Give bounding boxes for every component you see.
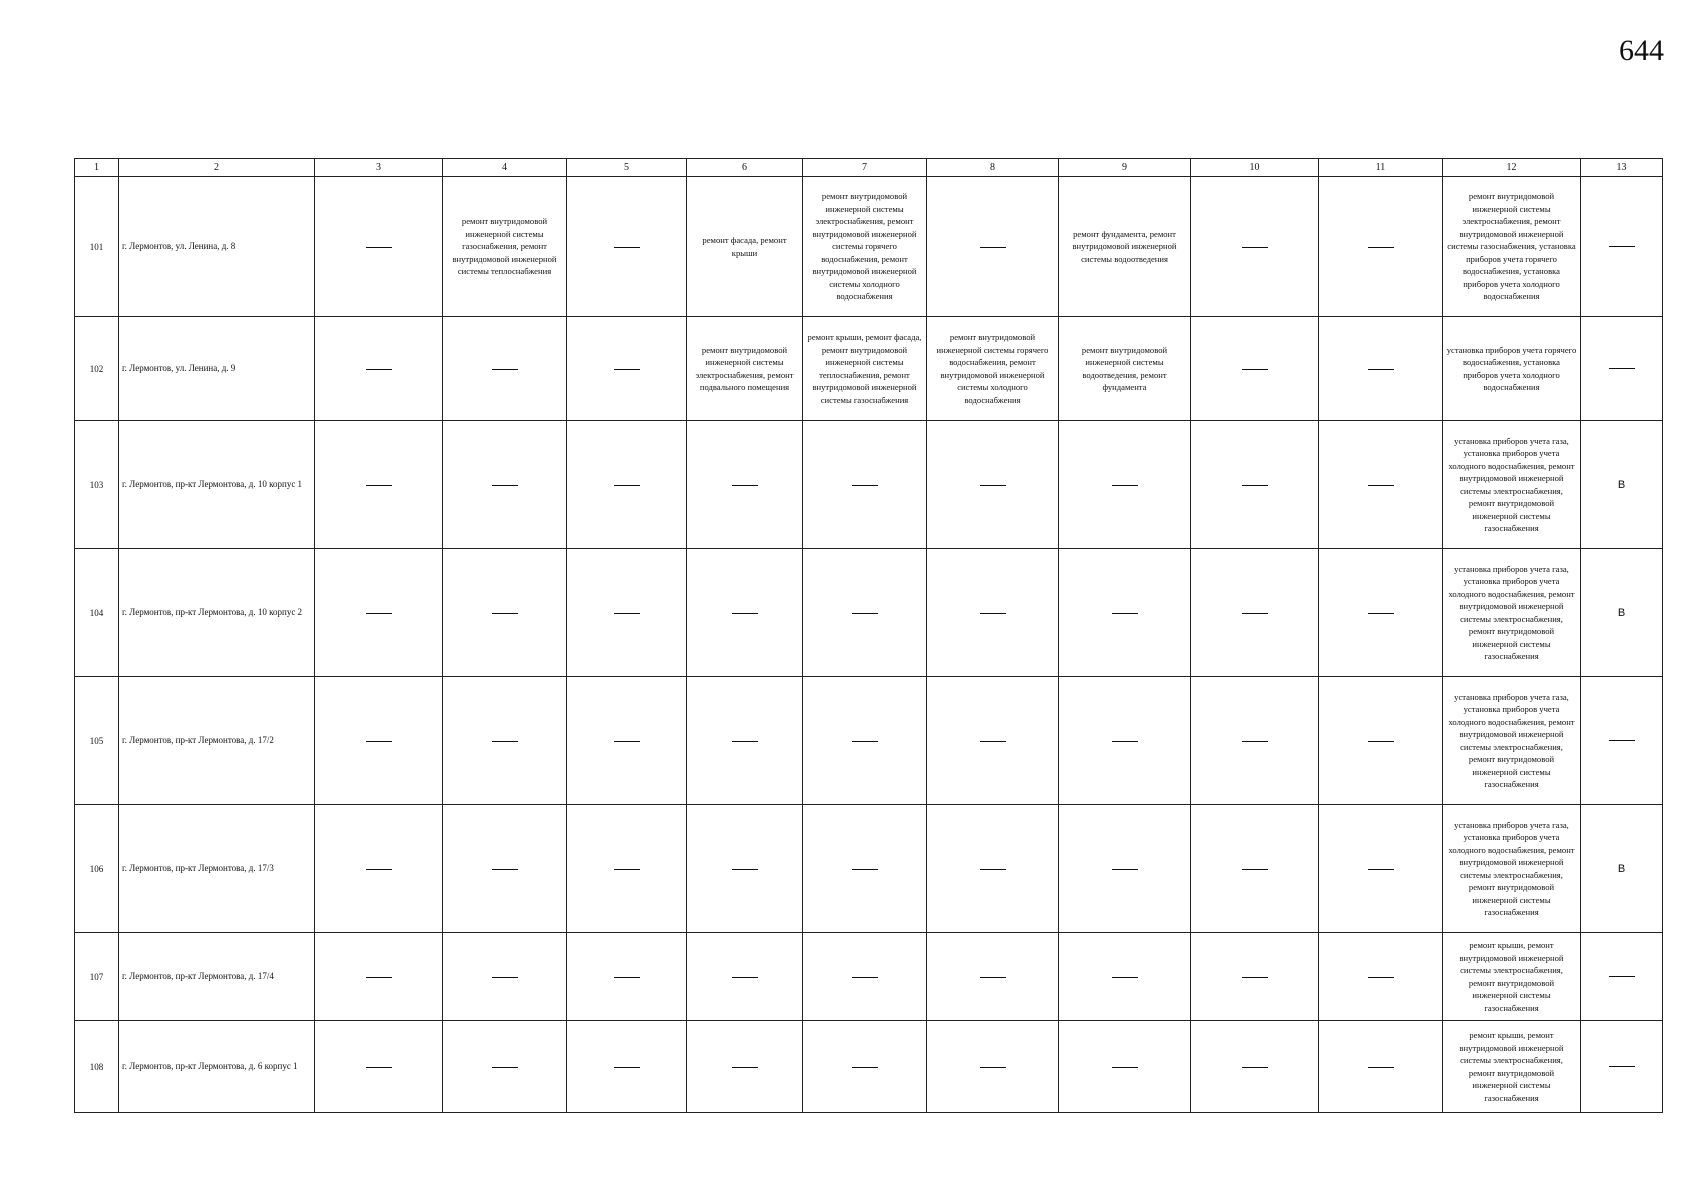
- empty-dash-cell: [1319, 933, 1443, 1021]
- dash-mark: [1242, 247, 1268, 248]
- empty-dash-cell: [567, 421, 687, 549]
- dash-mark: [1112, 869, 1138, 870]
- empty-dash-cell: [927, 677, 1059, 805]
- dash-mark: [366, 741, 392, 742]
- empty-dash-cell: [1191, 805, 1319, 933]
- empty-dash-cell: [1059, 549, 1191, 677]
- empty-dash-cell: [1059, 677, 1191, 805]
- empty-dash-cell: [1191, 317, 1319, 421]
- empty-dash-cell: [687, 421, 803, 549]
- dash-mark: [980, 247, 1006, 248]
- empty-dash-cell: [803, 1021, 927, 1113]
- work-cell: установка приборов учета газа, установка приборов учета холодного водоснабжения, ремонт внутридомовой инженерной системы электроснабжения, ремонт внутридомовой инженерной системы газоснабжения: [1443, 549, 1581, 677]
- empty-dash-cell: [927, 1021, 1059, 1113]
- dash-mark: [614, 247, 640, 248]
- address-cell: г. Лермонтов, ул. Ленина, д. 9: [119, 317, 315, 421]
- row-number: 102: [75, 317, 119, 421]
- dash-mark: [852, 613, 878, 614]
- flag-cell: В: [1581, 549, 1663, 677]
- dash-mark: [732, 741, 758, 742]
- column-header: 8: [927, 159, 1059, 177]
- empty-dash-cell: [315, 933, 443, 1021]
- empty-dash-cell: [443, 317, 567, 421]
- dash-mark: [1112, 1067, 1138, 1068]
- table-row: [75, 177, 1663, 317]
- column-header: 6: [687, 159, 803, 177]
- column-header: 7: [803, 159, 927, 177]
- empty-dash-cell: [803, 421, 927, 549]
- dash-mark: [980, 1067, 1006, 1068]
- row-number: 105: [75, 677, 119, 805]
- empty-dash-cell: [1191, 933, 1319, 1021]
- dash-mark: [492, 741, 518, 742]
- empty-dash-cell: [1319, 421, 1443, 549]
- empty-dash-cell: [567, 805, 687, 933]
- table-row: [75, 677, 1663, 805]
- empty-dash-cell: [443, 677, 567, 805]
- dash-mark: [614, 977, 640, 978]
- empty-dash-cell: [443, 1021, 567, 1113]
- dash-mark: [1368, 869, 1394, 870]
- dash-mark: [1368, 741, 1394, 742]
- empty-dash-cell: [1059, 933, 1191, 1021]
- empty-dash-cell: [927, 933, 1059, 1021]
- empty-dash-cell: [315, 421, 443, 549]
- empty-dash-cell: [567, 677, 687, 805]
- empty-dash-cell: [1581, 177, 1663, 317]
- dash-mark: [732, 977, 758, 978]
- dash-mark: [366, 485, 392, 486]
- empty-dash-cell: [567, 177, 687, 317]
- empty-dash-cell: [1191, 1021, 1319, 1113]
- dash-mark: [1242, 369, 1268, 370]
- empty-dash-cell: [803, 677, 927, 805]
- dash-mark: [614, 485, 640, 486]
- empty-dash-cell: [567, 1021, 687, 1113]
- empty-dash-cell: [927, 177, 1059, 317]
- dash-mark: [980, 869, 1006, 870]
- dash-mark: [1368, 485, 1394, 486]
- empty-dash-cell: [1191, 677, 1319, 805]
- dash-mark: [1242, 485, 1268, 486]
- dash-mark: [980, 485, 1006, 486]
- address-cell: г. Лермонтов, ул. Ленина, д. 8: [119, 177, 315, 317]
- column-header: 5: [567, 159, 687, 177]
- work-cell: ремонт внутридомовой инженерной системы электроснабжения, ремонт внутридомовой инженерной системы газоснабжения, установка приборов учета горячего водоснабжения, установка приборов учета холодного водоснабжения: [1443, 177, 1581, 317]
- row-number: 103: [75, 421, 119, 549]
- dash-mark: [614, 869, 640, 870]
- dash-mark: [1368, 1067, 1394, 1068]
- work-cell: ремонт крыши, ремонт внутридомовой инженерной системы электроснабжения, ремонт внутридомовой инженерной системы газоснабжения: [1443, 1021, 1581, 1113]
- empty-dash-cell: [687, 549, 803, 677]
- empty-dash-cell: [687, 677, 803, 805]
- table-row: [75, 549, 1663, 677]
- empty-dash-cell: [927, 421, 1059, 549]
- empty-dash-cell: [1319, 177, 1443, 317]
- dash-mark: [366, 247, 392, 248]
- work-schedule-table: [74, 158, 1663, 1113]
- dash-mark: [614, 741, 640, 742]
- dash-mark: [732, 1067, 758, 1068]
- dash-mark: [980, 741, 1006, 742]
- dash-mark: [1242, 977, 1268, 978]
- empty-dash-cell: [1059, 805, 1191, 933]
- empty-dash-cell: [567, 317, 687, 421]
- dash-mark: [1112, 485, 1138, 486]
- address-cell: г. Лермонтов, пр-кт Лермонтова, д. 10 корпус 1: [119, 421, 315, 549]
- dash-mark: [732, 613, 758, 614]
- dash-mark: [1609, 976, 1635, 977]
- empty-dash-cell: [315, 317, 443, 421]
- column-header: 9: [1059, 159, 1191, 177]
- dash-mark: [852, 1067, 878, 1068]
- empty-dash-cell: [687, 1021, 803, 1113]
- table-row: [75, 933, 1663, 1021]
- dash-mark: [732, 869, 758, 870]
- work-cell: ремонт внутридомовой инженерной системы электроснабжения, ремонт подвального помещения: [687, 317, 803, 421]
- dash-mark: [492, 485, 518, 486]
- empty-dash-cell: [1581, 933, 1663, 1021]
- dash-mark: [732, 485, 758, 486]
- dash-mark: [980, 977, 1006, 978]
- dash-mark: [492, 1067, 518, 1068]
- column-header: 1: [75, 159, 119, 177]
- dash-mark: [1112, 977, 1138, 978]
- dash-mark: [980, 613, 1006, 614]
- empty-dash-cell: [1319, 549, 1443, 677]
- row-number: 104: [75, 549, 119, 677]
- empty-dash-cell: [443, 549, 567, 677]
- dash-mark: [614, 1067, 640, 1068]
- empty-dash-cell: [927, 805, 1059, 933]
- dash-mark: [1368, 247, 1394, 248]
- work-cell: установка приборов учета газа, установка приборов учета холодного водоснабжения, ремонт внутридомовой инженерной системы электроснабжения, ремонт внутридомовой инженерной системы газоснабжения: [1443, 805, 1581, 933]
- page-number: 644: [1619, 34, 1664, 67]
- dash-mark: [1609, 1066, 1635, 1067]
- dash-mark: [492, 613, 518, 614]
- empty-dash-cell: [687, 933, 803, 1021]
- empty-dash-cell: [1581, 677, 1663, 805]
- dash-mark: [852, 485, 878, 486]
- empty-dash-cell: [1059, 421, 1191, 549]
- work-cell: установка приборов учета газа, установка приборов учета холодного водоснабжения, ремонт внутридомовой инженерной системы электроснабжения, ремонт внутридомовой инженерной системы газоснабжения: [1443, 421, 1581, 549]
- work-cell: ремонт внутридомовой инженерной системы водоотведения, ремонт фундамента: [1059, 317, 1191, 421]
- empty-dash-cell: [1581, 317, 1663, 421]
- dash-mark: [366, 977, 392, 978]
- row-number: 101: [75, 177, 119, 317]
- dash-mark: [1609, 246, 1635, 247]
- table-row: [75, 1021, 1663, 1113]
- row-number: 108: [75, 1021, 119, 1113]
- work-cell: ремонт крыши, ремонт внутридомовой инженерной системы электроснабжения, ремонт внутридомовой инженерной системы газоснабжения: [1443, 933, 1581, 1021]
- column-header: 13: [1581, 159, 1663, 177]
- empty-dash-cell: [1319, 677, 1443, 805]
- empty-dash-cell: [687, 805, 803, 933]
- work-cell: ремонт внутридомовой инженерной системы газоснабжения, ремонт внутридомовой инженерной системы теплоснабжения: [443, 177, 567, 317]
- dash-mark: [852, 977, 878, 978]
- address-cell: г. Лермонтов, пр-кт Лермонтова, д. 17/2: [119, 677, 315, 805]
- empty-dash-cell: [1319, 805, 1443, 933]
- table-row: [75, 805, 1663, 933]
- empty-dash-cell: [803, 549, 927, 677]
- dash-mark: [852, 741, 878, 742]
- empty-dash-cell: [803, 805, 927, 933]
- dash-mark: [1242, 869, 1268, 870]
- dash-mark: [1368, 369, 1394, 370]
- row-number: 107: [75, 933, 119, 1021]
- dash-mark: [366, 1067, 392, 1068]
- empty-dash-cell: [443, 933, 567, 1021]
- dash-mark: [1609, 740, 1635, 741]
- work-cell: установка приборов учета газа, установка приборов учета холодного водоснабжения, ремонт внутридомовой инженерной системы электроснабжения, ремонт внутридомовой инженерной системы газоснабжения: [1443, 677, 1581, 805]
- column-header: 4: [443, 159, 567, 177]
- empty-dash-cell: [1319, 1021, 1443, 1113]
- table-row: [75, 421, 1663, 549]
- empty-dash-cell: [315, 677, 443, 805]
- dash-mark: [366, 613, 392, 614]
- flag-cell: В: [1581, 805, 1663, 933]
- column-header: 3: [315, 159, 443, 177]
- dash-mark: [614, 369, 640, 370]
- empty-dash-cell: [1059, 1021, 1191, 1113]
- flag-cell: В: [1581, 421, 1663, 549]
- empty-dash-cell: [315, 177, 443, 317]
- column-header: 10: [1191, 159, 1319, 177]
- dash-mark: [492, 369, 518, 370]
- column-header: 11: [1319, 159, 1443, 177]
- dash-mark: [1242, 613, 1268, 614]
- empty-dash-cell: [1191, 177, 1319, 317]
- dash-mark: [1242, 741, 1268, 742]
- empty-dash-cell: [567, 933, 687, 1021]
- empty-dash-cell: [927, 549, 1059, 677]
- work-cell: ремонт фасада, ремонт крыши: [687, 177, 803, 317]
- address-cell: г. Лермонтов, пр-кт Лермонтова, д. 17/3: [119, 805, 315, 933]
- address-cell: г. Лермонтов, пр-кт Лермонтова, д. 17/4: [119, 933, 315, 1021]
- address-cell: г. Лермонтов, пр-кт Лермонтова, д. 10 корпус 2: [119, 549, 315, 677]
- column-number-row: [75, 159, 1663, 177]
- dash-mark: [1368, 613, 1394, 614]
- dash-mark: [366, 869, 392, 870]
- column-header: 12: [1443, 159, 1581, 177]
- empty-dash-cell: [315, 805, 443, 933]
- address-cell: г. Лермонтов, пр-кт Лермонтова, д. 6 корпус 1: [119, 1021, 315, 1113]
- empty-dash-cell: [315, 549, 443, 677]
- dash-mark: [852, 869, 878, 870]
- dash-mark: [1112, 613, 1138, 614]
- empty-dash-cell: [567, 549, 687, 677]
- empty-dash-cell: [1319, 317, 1443, 421]
- empty-dash-cell: [803, 933, 927, 1021]
- dash-mark: [1609, 368, 1635, 369]
- work-cell: установка приборов учета горячего водоснабжения, установка приборов учета холодного водоснабжения: [1443, 317, 1581, 421]
- dash-mark: [366, 369, 392, 370]
- empty-dash-cell: [443, 421, 567, 549]
- dash-mark: [1242, 1067, 1268, 1068]
- row-number: 106: [75, 805, 119, 933]
- empty-dash-cell: [1191, 549, 1319, 677]
- table-row: [75, 317, 1663, 421]
- dash-mark: [1368, 977, 1394, 978]
- empty-dash-cell: [443, 805, 567, 933]
- work-cell: ремонт внутридомовой инженерной системы горячего водоснабжения, ремонт внутридомовой инженерной системы холодного водоснабжения: [927, 317, 1059, 421]
- work-cell: ремонт крыши, ремонт фасада, ремонт внутридомовой инженерной системы теплоснабжения, ремонт внутридомовой инженерной системы газоснабжения: [803, 317, 927, 421]
- dash-mark: [492, 869, 518, 870]
- empty-dash-cell: [1581, 1021, 1663, 1113]
- empty-dash-cell: [1191, 421, 1319, 549]
- dash-mark: [1112, 741, 1138, 742]
- dash-mark: [614, 613, 640, 614]
- dash-mark: [492, 977, 518, 978]
- column-header: 2: [119, 159, 315, 177]
- work-cell: ремонт внутридомовой инженерной системы электроснабжения, ремонт внутридомовой инженерной системы горячего водоснабжения, ремонт внутридомовой инженерной системы холодного водоснабжения: [803, 177, 927, 317]
- work-cell: ремонт фундамента, ремонт внутридомовой инженерной системы водоотведения: [1059, 177, 1191, 317]
- empty-dash-cell: [315, 1021, 443, 1113]
